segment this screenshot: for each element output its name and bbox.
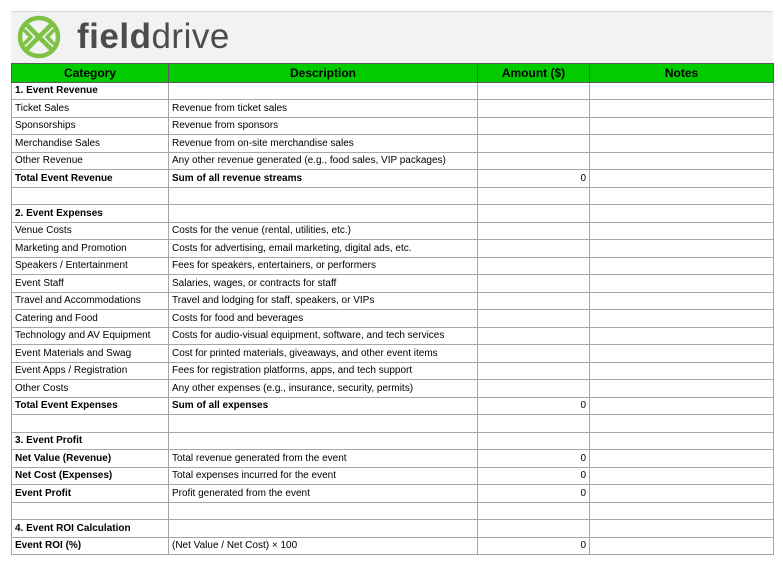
- category-cell[interactable]: Sponsorships: [12, 117, 169, 135]
- description-cell[interactable]: Total expenses incurred for the event: [169, 467, 478, 485]
- amount-cell[interactable]: [478, 82, 590, 100]
- total-description-cell[interactable]: Sum of all expenses: [169, 397, 478, 415]
- amount-cell[interactable]: [478, 100, 590, 118]
- description-cell[interactable]: Costs for the venue (rental, utilities, etc.): [169, 222, 478, 240]
- notes-cell[interactable]: [590, 205, 774, 223]
- fielddrive-logo-icon: [17, 15, 61, 59]
- category-cell[interactable]: Event Staff: [12, 275, 169, 293]
- empty-cell[interactable]: [12, 187, 169, 205]
- table-body: [12, 82, 774, 555]
- section-title-row: [12, 82, 774, 100]
- description-cell[interactable]: Costs for advertising, email marketing, digital ads, etc.: [169, 240, 478, 258]
- empty-cell[interactable]: [169, 187, 478, 205]
- description-cell[interactable]: [169, 82, 478, 100]
- notes-cell[interactable]: [590, 292, 774, 310]
- spacer-row: [12, 415, 774, 433]
- description-cell[interactable]: Salaries, wages, or contracts for staff: [169, 275, 478, 293]
- description-cell[interactable]: Any other expenses (e.g., insurance, security, permits): [169, 380, 478, 398]
- amount-cell[interactable]: [478, 257, 590, 275]
- category-cell[interactable]: Ticket Sales: [12, 100, 169, 118]
- description-cell[interactable]: Costs for food and beverages: [169, 310, 478, 328]
- table-row: [12, 152, 774, 170]
- amount-cell[interactable]: [478, 275, 590, 293]
- description-cell[interactable]: Travel and lodging for staff, speakers, or VIPs: [169, 292, 478, 310]
- column-header-amount: Amount ($): [478, 64, 590, 83]
- category-cell[interactable]: Event Materials and Swag: [12, 345, 169, 363]
- total-row: [12, 170, 774, 188]
- column-header-category: Category: [12, 64, 169, 83]
- empty-cell[interactable]: [590, 502, 774, 520]
- category-cell[interactable]: Event ROI (%): [12, 537, 169, 555]
- category-cell[interactable]: Net Cost (Expenses): [12, 467, 169, 485]
- description-cell[interactable]: Any other revenue generated (e.g., food sales, VIP packages): [169, 152, 478, 170]
- category-cell[interactable]: Merchandise Sales: [12, 135, 169, 153]
- category-cell[interactable]: Other Revenue: [12, 152, 169, 170]
- table-row: [12, 450, 774, 468]
- notes-cell[interactable]: [590, 135, 774, 153]
- total-description-cell[interactable]: Sum of all revenue streams: [169, 170, 478, 188]
- table-header-row: [12, 64, 774, 83]
- notes-cell[interactable]: [590, 397, 774, 415]
- amount-cell[interactable]: [478, 222, 590, 240]
- notes-cell[interactable]: [590, 257, 774, 275]
- amount-cell[interactable]: 0: [478, 467, 590, 485]
- table-row: [12, 537, 774, 555]
- event-budget-table: [11, 63, 774, 555]
- notes-cell[interactable]: [590, 240, 774, 258]
- amount-cell[interactable]: [478, 152, 590, 170]
- amount-cell[interactable]: [478, 380, 590, 398]
- notes-cell[interactable]: [590, 380, 774, 398]
- amount-cell[interactable]: [478, 362, 590, 380]
- total-row: [12, 397, 774, 415]
- category-cell[interactable]: Travel and Accommodations: [12, 292, 169, 310]
- category-cell[interactable]: Speakers / Entertainment: [12, 257, 169, 275]
- table-row: [12, 222, 774, 240]
- amount-cell[interactable]: [478, 205, 590, 223]
- table-row: [12, 485, 774, 503]
- notes-cell[interactable]: [590, 222, 774, 240]
- description-cell[interactable]: [169, 520, 478, 538]
- amount-cell[interactable]: [478, 310, 590, 328]
- table-row: [12, 240, 774, 258]
- empty-cell[interactable]: [478, 187, 590, 205]
- description-cell[interactable]: Cost for printed materials, giveaways, and other event items: [169, 345, 478, 363]
- description-cell[interactable]: Total revenue generated from the event: [169, 450, 478, 468]
- table-row: [12, 292, 774, 310]
- description-cell[interactable]: [169, 205, 478, 223]
- empty-cell[interactable]: [169, 502, 478, 520]
- amount-cell[interactable]: [478, 117, 590, 135]
- section-title[interactable]: 4. Event ROI Calculation: [12, 520, 169, 538]
- brand-name: [77, 15, 230, 59]
- category-cell[interactable]: Event Profit: [12, 485, 169, 503]
- amount-cell[interactable]: [478, 327, 590, 345]
- empty-cell[interactable]: [478, 502, 590, 520]
- notes-cell[interactable]: [590, 485, 774, 503]
- category-cell[interactable]: Net Value (Revenue): [12, 450, 169, 468]
- description-cell[interactable]: Revenue from on-site merchandise sales: [169, 135, 478, 153]
- section-title-row: [12, 205, 774, 223]
- table-row: [12, 117, 774, 135]
- category-cell[interactable]: Technology and AV Equipment: [12, 327, 169, 345]
- description-cell[interactable]: Revenue from ticket sales: [169, 100, 478, 118]
- notes-cell[interactable]: [590, 117, 774, 135]
- table-row: [12, 362, 774, 380]
- description-cell[interactable]: Revenue from sponsors: [169, 117, 478, 135]
- total-category-cell[interactable]: Total Event Expenses: [12, 397, 169, 415]
- notes-cell[interactable]: [590, 310, 774, 328]
- table-row: [12, 100, 774, 118]
- notes-cell[interactable]: [590, 345, 774, 363]
- amount-cell[interactable]: 0: [478, 537, 590, 555]
- category-cell[interactable]: Marketing and Promotion: [12, 240, 169, 258]
- description-cell[interactable]: Fees for registration platforms, apps, and tech support: [169, 362, 478, 380]
- category-cell[interactable]: Event Apps / Registration: [12, 362, 169, 380]
- brand-logo: [17, 15, 230, 59]
- section-title[interactable]: 3. Event Profit: [12, 432, 169, 450]
- table-row: [12, 380, 774, 398]
- amount-cell[interactable]: [478, 432, 590, 450]
- table-row: [12, 327, 774, 345]
- table-row: [12, 135, 774, 153]
- notes-cell[interactable]: [590, 362, 774, 380]
- notes-cell[interactable]: [590, 100, 774, 118]
- notes-cell[interactable]: [590, 450, 774, 468]
- spacer-row: [12, 187, 774, 205]
- amount-cell[interactable]: 0: [478, 450, 590, 468]
- empty-cell[interactable]: [478, 415, 590, 433]
- table-row: [12, 275, 774, 293]
- amount-cell[interactable]: [478, 345, 590, 363]
- notes-cell[interactable]: [590, 82, 774, 100]
- notes-cell[interactable]: [590, 432, 774, 450]
- notes-cell[interactable]: [590, 467, 774, 485]
- description-cell[interactable]: Costs for audio-visual equipment, software, and tech services: [169, 327, 478, 345]
- total-category-cell[interactable]: Total Event Revenue: [12, 170, 169, 188]
- notes-cell[interactable]: [590, 537, 774, 555]
- description-cell[interactable]: [169, 432, 478, 450]
- amount-cell[interactable]: [478, 520, 590, 538]
- brand-name-bold: field: [77, 17, 152, 56]
- notes-cell[interactable]: [590, 152, 774, 170]
- table-row: [12, 345, 774, 363]
- table-row: [12, 310, 774, 328]
- empty-cell[interactable]: [12, 502, 169, 520]
- amount-cell[interactable]: [478, 135, 590, 153]
- category-cell[interactable]: Other Costs: [12, 380, 169, 398]
- empty-cell[interactable]: [590, 187, 774, 205]
- notes-cell[interactable]: [590, 520, 774, 538]
- brand-name-light: drive: [151, 17, 230, 56]
- empty-cell[interactable]: [12, 415, 169, 433]
- section-title-row: [12, 432, 774, 450]
- table-row: [12, 467, 774, 485]
- description-cell[interactable]: (Net Value / Net Cost) × 100: [169, 537, 478, 555]
- column-header-description: Description: [169, 64, 478, 83]
- notes-cell[interactable]: [590, 170, 774, 188]
- category-cell[interactable]: Venue Costs: [12, 222, 169, 240]
- empty-cell[interactable]: [169, 415, 478, 433]
- total-amount-cell[interactable]: 0: [478, 397, 590, 415]
- table-row: [12, 257, 774, 275]
- category-cell[interactable]: Catering and Food: [12, 310, 169, 328]
- header-bar: [11, 11, 773, 64]
- total-amount-cell[interactable]: 0: [478, 170, 590, 188]
- description-cell[interactable]: Profit generated from the event: [169, 485, 478, 503]
- empty-cell[interactable]: [590, 415, 774, 433]
- column-header-notes: Notes: [590, 64, 774, 83]
- section-title-row: [12, 520, 774, 538]
- section-title[interactable]: 1. Event Revenue: [12, 82, 169, 100]
- notes-cell[interactable]: [590, 327, 774, 345]
- spacer-row: [12, 502, 774, 520]
- notes-cell[interactable]: [590, 275, 774, 293]
- amount-cell[interactable]: [478, 292, 590, 310]
- section-title[interactable]: 2. Event Expenses: [12, 205, 169, 223]
- amount-cell[interactable]: [478, 240, 590, 258]
- description-cell[interactable]: Fees for speakers, entertainers, or performers: [169, 257, 478, 275]
- amount-cell[interactable]: 0: [478, 485, 590, 503]
